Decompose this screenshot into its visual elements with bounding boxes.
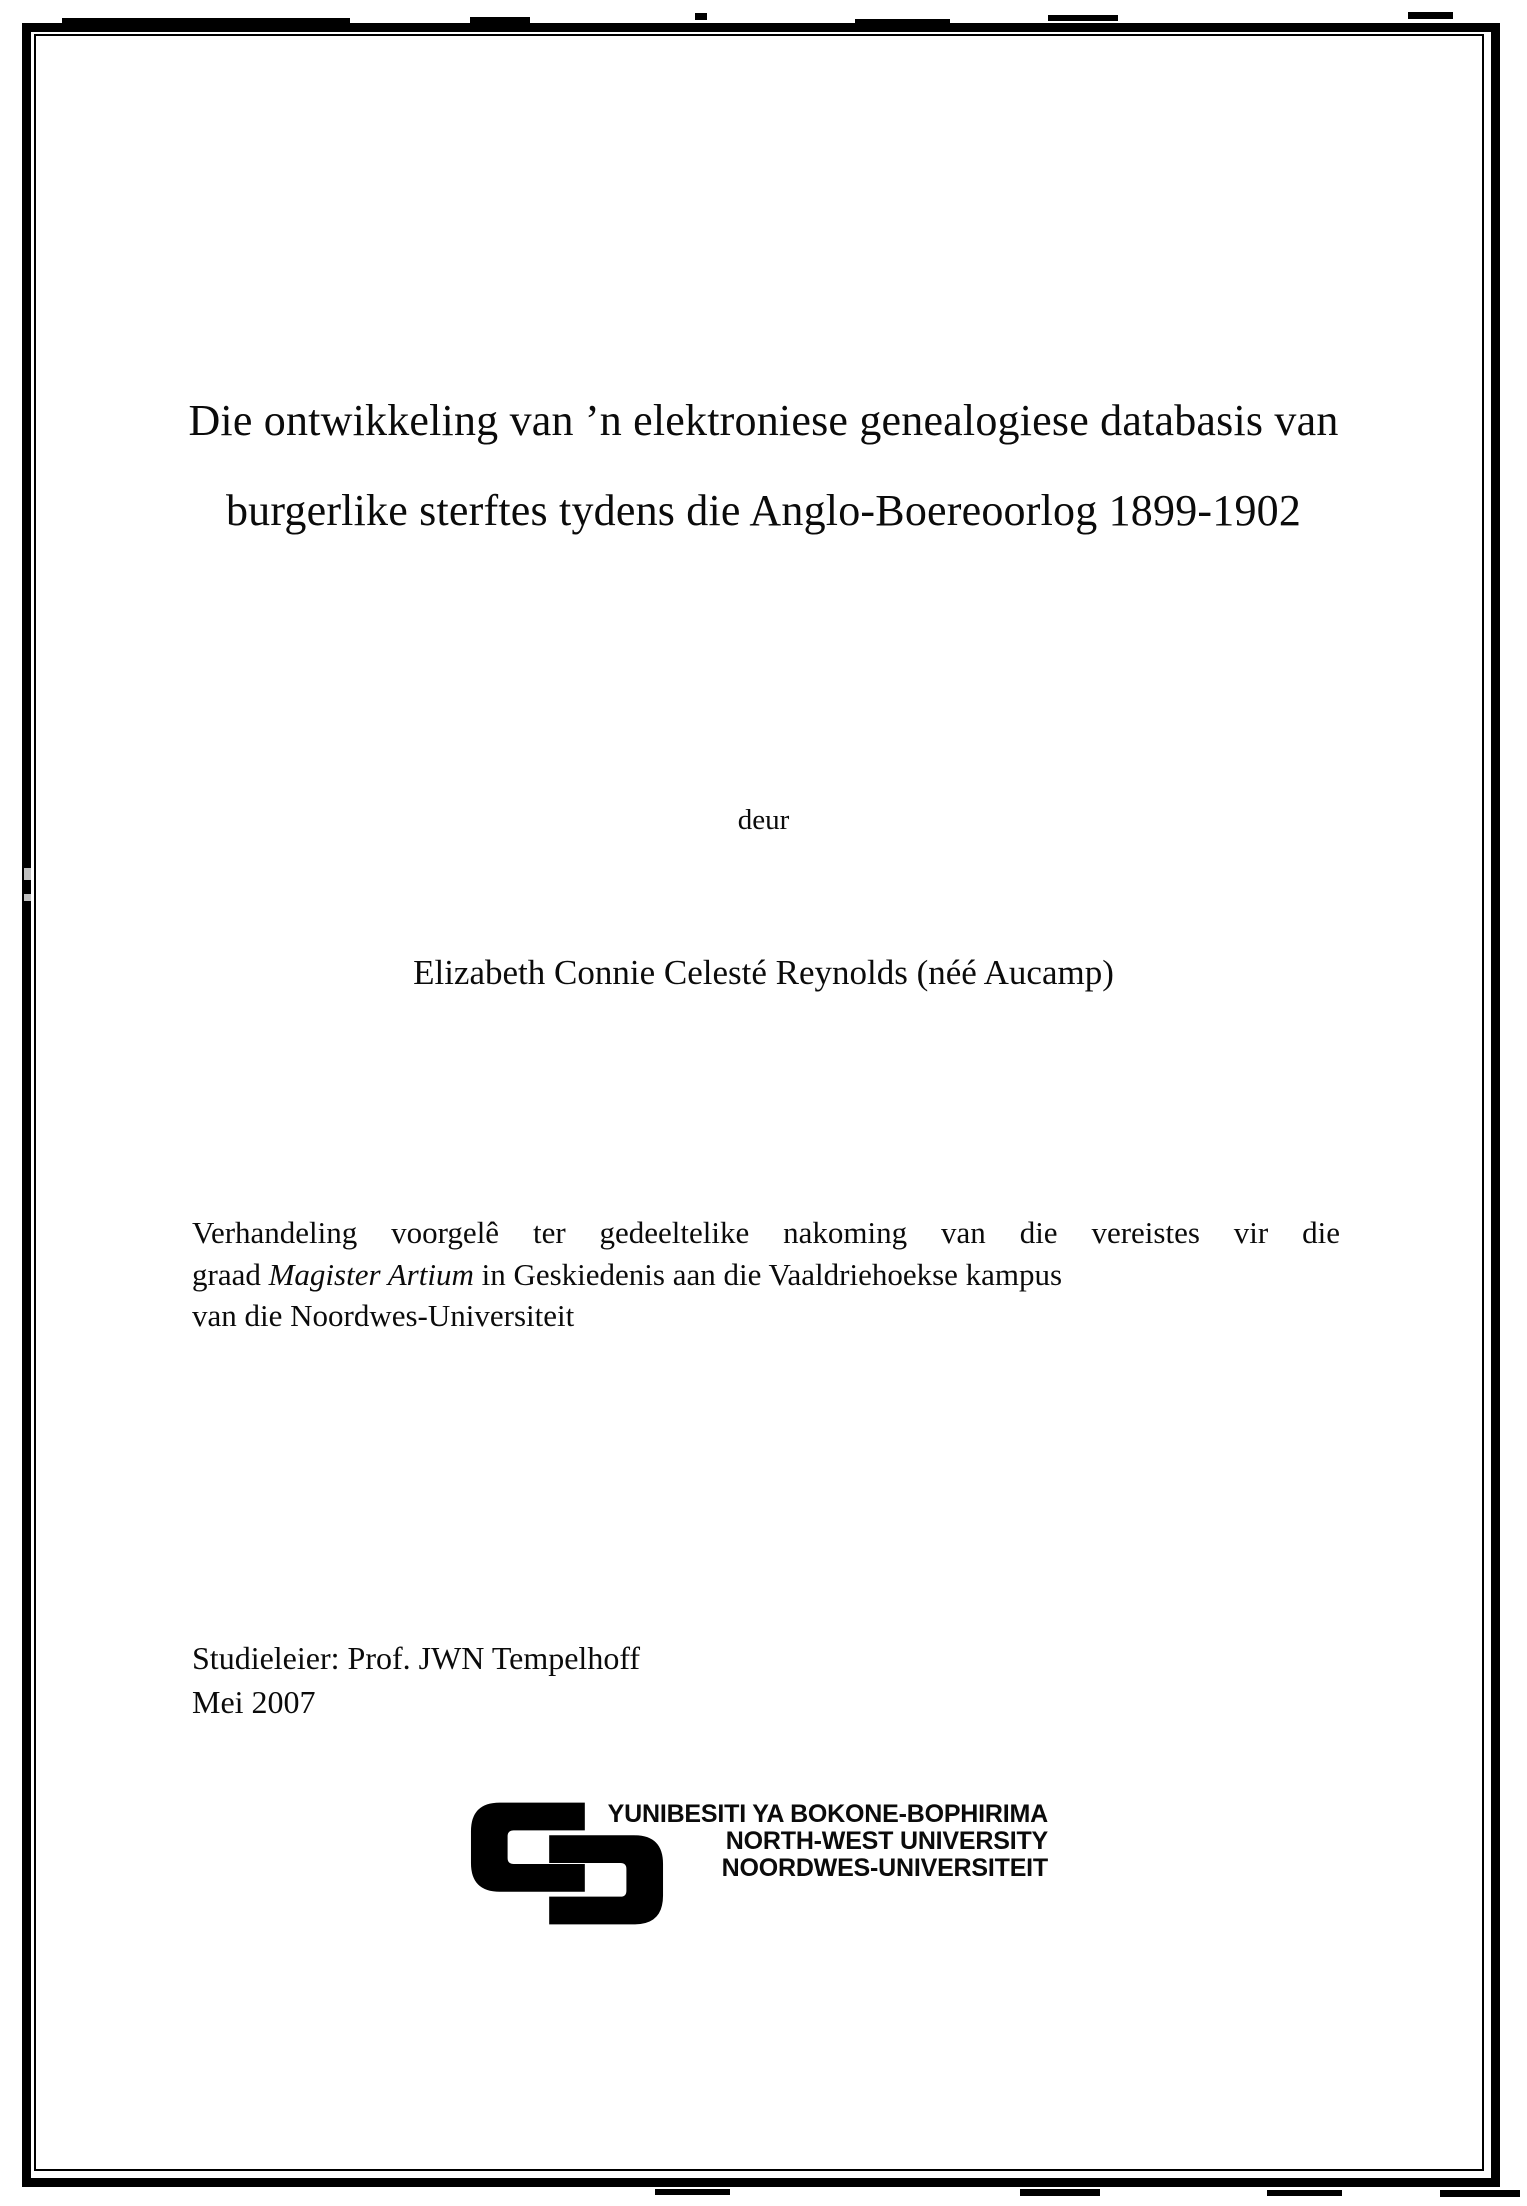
thesis-title-line2: burgerlike sterftes tydens die Anglo-Boereoorlog 1899-1902	[225, 486, 1302, 535]
page-border-inner	[34, 34, 1484, 2171]
scan-artifact	[1440, 2190, 1520, 2197]
logo-text-english: NORTH-WEST UNIVERSITY	[725, 1827, 1048, 1855]
declaration-line2-post: in Geskiedenis aan die Vaaldriehoekse kampus	[473, 1256, 1063, 1292]
date-line: Mei 2007	[192, 1684, 316, 1720]
logo-text-afrikaans: NOORDWES-UNIVERSITEIT	[721, 1854, 1048, 1882]
supervisor-block	[192, 1636, 640, 1724]
scan-artifact	[1048, 15, 1118, 21]
scan-artifact	[1267, 2190, 1342, 2196]
scan-artifact	[470, 17, 530, 23]
author-name: Elizabeth Connie Celesté Reynolds (néé Aucamp)	[413, 953, 1114, 992]
thesis-title-line1: Die ontwikkeling van ’n elektroniese genealogiese databasis van	[188, 396, 1339, 445]
declaration-line3: van die Noordwes-Universiteit	[192, 1298, 575, 1333]
scan-artifact	[62, 18, 350, 26]
scan-artifact	[24, 868, 32, 880]
scan-artifact	[24, 894, 32, 901]
supervisor-line: Studieleier: Prof. JWN Tempelhoff	[192, 1640, 641, 1676]
declaration-line1: Verhandeling voorgelê ter gedeeltelike nakoming van die vereistes vir die	[192, 1215, 1340, 1250]
scan-artifact	[1408, 12, 1453, 19]
thesis-title	[110, 376, 1417, 556]
scan-artifact	[1020, 2189, 1100, 2196]
scan-artifact	[695, 13, 707, 20]
degree-name: Magister Artium	[268, 1256, 474, 1292]
byline-deur: deur	[737, 804, 790, 836]
declaration-line2	[192, 1254, 1340, 1296]
declaration-line2-pre: graad	[192, 1256, 269, 1292]
degree-declaration	[192, 1212, 1340, 1337]
scan-artifact	[655, 2189, 730, 2195]
scan-artifact	[855, 19, 950, 25]
logo-text-setswana: YUNIBESITI YA BOKONE-BOPHIRIMA	[607, 1800, 1048, 1828]
